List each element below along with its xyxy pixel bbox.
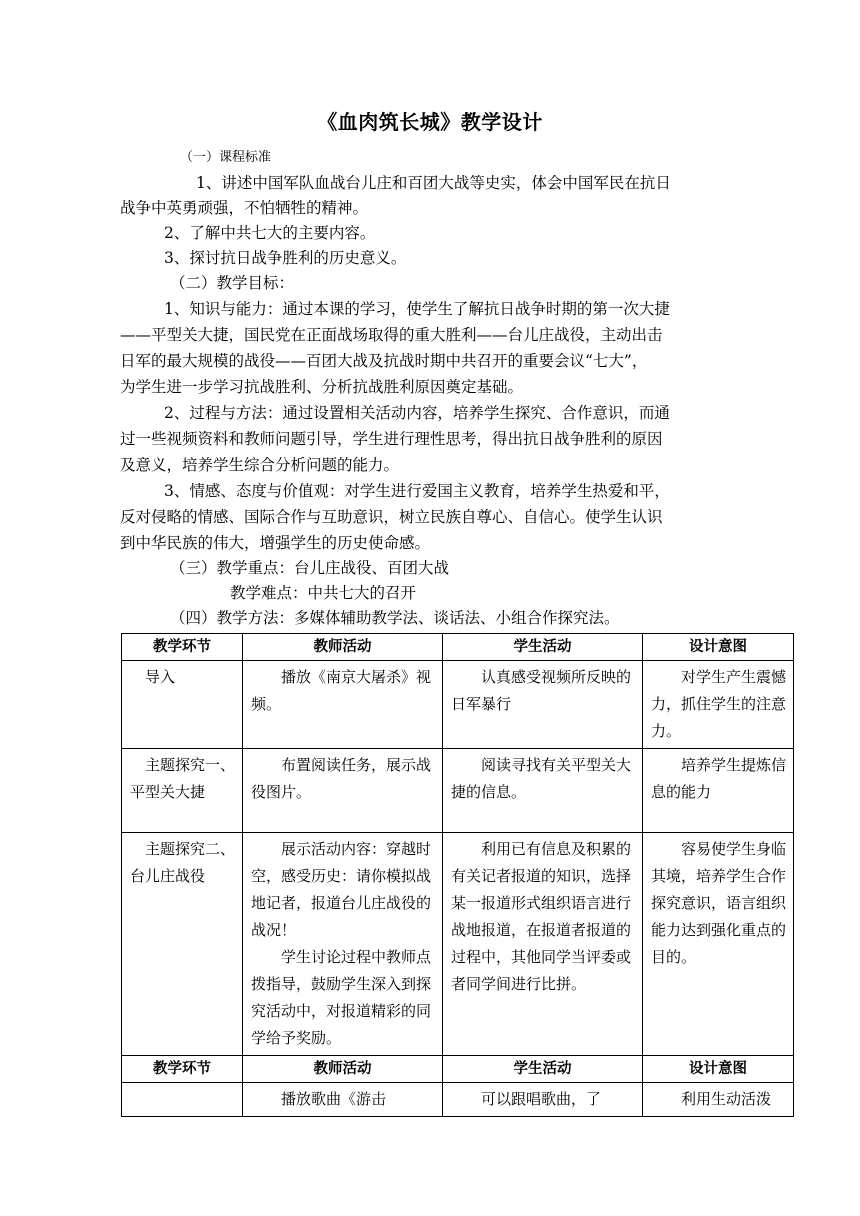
header-student: 学生活动 <box>443 634 643 661</box>
header-stage: 教学环节 <box>122 1056 243 1083</box>
lesson-plan-table <box>121 633 794 1117</box>
header-intent: 设计意图 <box>643 634 794 661</box>
cell-teacher: 布置阅读任务，展示战役图片。 <box>243 749 443 833</box>
document-title: 《血肉筑长城》教学设计 <box>317 110 543 134</box>
curriculum-item-1: 1、讲述中国军队血战台儿庄和百团大战等史实，体会中国军民在抗日 <box>196 174 671 192</box>
table-row <box>122 1083 794 1117</box>
cell-intent: 培养学生提炼信息的能力 <box>643 749 794 833</box>
table-row <box>122 661 794 749</box>
curriculum-item-3: 3、探讨抗日战争胜利的历史意义。 <box>164 249 407 267</box>
key-points: （三）教学重点：台儿庄战役、百团大战 <box>170 559 450 577</box>
header-stage: 教学环节 <box>122 634 243 661</box>
cell-intent: 利用生动活泼 <box>643 1083 794 1117</box>
teaching-methods: （四）教学方法：多媒体辅助教学法、谈话法、小组合作探究法。 <box>170 609 620 627</box>
objective-knowledge-line4: 为学生进一步学习抗战胜利、分析抗战胜利原因奠定基础。 <box>120 378 524 396</box>
header-teacher: 教师活动 <box>243 634 443 661</box>
cell-teacher: 播放《南京大屠杀》视频。 <box>243 661 443 749</box>
objective-process-line3: 及意义，培养学生综合分析问题的能力。 <box>120 456 400 474</box>
table-header-row <box>122 634 794 661</box>
cell-student: 利用已有信息及积累的有关记者报道的知识，选择某一报道形式组织语言进行战地报道，在报道者报道的过程中，其他同学当评委或者同学间进行比拼。 <box>443 833 643 1056</box>
section-heading-objectives: （二）教学目标： <box>170 274 295 292</box>
objective-process-line2: 过一些视频资料和教师问题引导，学生进行理性思考，得出抗日战争胜利的原因 <box>120 430 663 448</box>
cell-stage: 主题探究二、台儿庄战役 <box>122 833 243 1056</box>
cell-intent: 对学生产生震憾力，抓住学生的注意力。 <box>643 661 794 749</box>
objective-knowledge-line1: 1、知识与能力：通过本课的学习，使学生了解抗日战争时期的第一次大捷 <box>164 300 670 318</box>
header-teacher: 教师活动 <box>243 1056 443 1083</box>
cell-intent: 容易使学生身临其境，培养学生合作探究意识，语言组织能力达到强化重点的目的。 <box>643 833 794 1056</box>
table-row <box>122 833 794 1056</box>
curriculum-item-2: 2、了解中共七大的主要内容。 <box>164 224 376 242</box>
table-row <box>122 749 794 833</box>
objective-emotion-line3: 到中华民族的伟大，增强学生的历史使命感。 <box>120 534 431 552</box>
cell-stage <box>122 1083 243 1117</box>
header-intent: 设计意图 <box>643 1056 794 1083</box>
objective-knowledge-line2: ——平型关大捷，国民党在正面战场取得的重大胜利——台儿庄战役，主动出击 <box>120 326 663 344</box>
cell-stage: 主题探究一、平型关大捷 <box>122 749 243 833</box>
objective-emotion-line1: 3、情感、态度与价值观：对学生进行爱国主义教育，培养学生热爱和平， <box>164 482 670 500</box>
cell-teacher: 播放歌曲《游击 <box>243 1083 443 1117</box>
cell-stage: 导入 <box>122 661 243 749</box>
cell-teacher: 展示活动内容：穿越时空，感受历史：请你模拟战地记者，报道台儿庄战役的战况！ 学生讨论过程中教师点拨指导，鼓励学生深入到探究活动中，对报道精彩的同学给予奖励。 <box>243 833 443 1056</box>
curriculum-item-1-cont: 战争中英勇顽强，不怕牺牲的精神。 <box>120 199 369 217</box>
section-heading-curriculum: （一）课程标准 <box>180 150 272 165</box>
cell-student: 阅读寻找有关平型关大捷的信息。 <box>443 749 643 833</box>
cell-student: 认真感受视频所反映的日军暴行 <box>443 661 643 749</box>
objective-process-line1: 2、过程与方法：通过设置相关活动内容，培养学生探究、合作意识，而通 <box>164 404 670 422</box>
difficult-points: 教学难点：中共七大的召开 <box>230 584 417 602</box>
cell-student: 可以跟唱歌曲，了 <box>443 1083 643 1117</box>
header-student: 学生活动 <box>443 1056 643 1083</box>
objective-knowledge-line3: 日军的最大规模的战役——百团大战及抗战时期中共召开的重要会议“七大”， <box>120 352 648 370</box>
objective-emotion-line2: 反对侵略的情感、国际合作与互助意识，树立民族自尊心、自信心。使学生认识 <box>120 508 663 526</box>
table-repeat-header-row <box>122 1056 794 1083</box>
